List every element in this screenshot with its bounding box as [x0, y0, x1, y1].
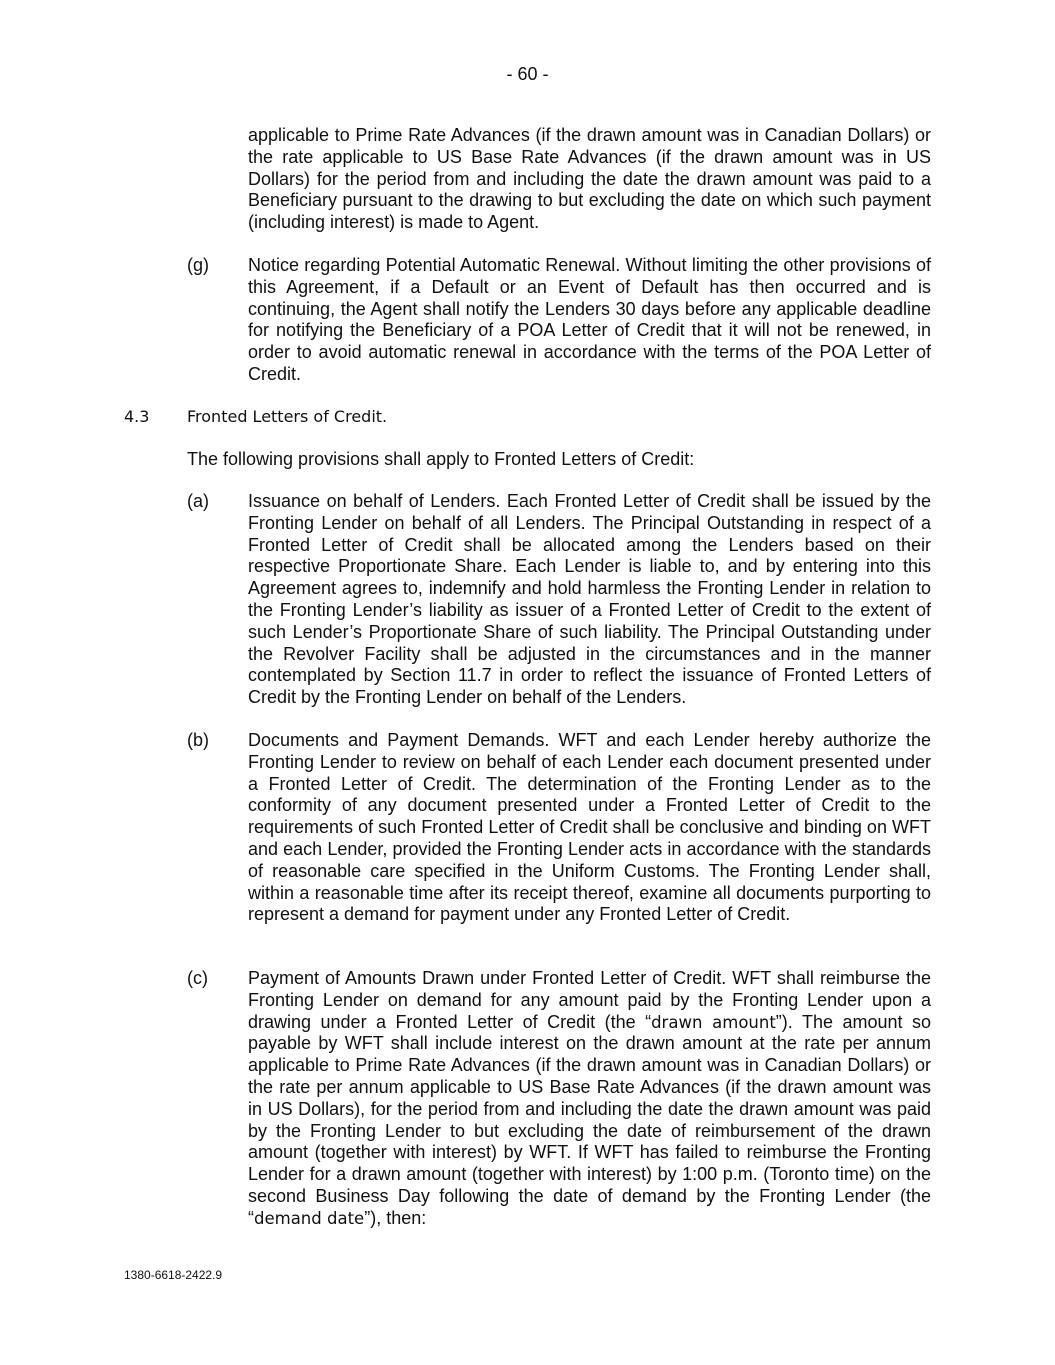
defined-term-drawn-amount: drawn amount	[651, 1012, 776, 1032]
section-title: Fronted Letters of Credit.	[187, 407, 388, 426]
item-c-marker: (c)	[187, 968, 208, 988]
item-g-paragraph: Notice regarding Potential Automatic Renewal. Without limiting the other provisions of this Agreement, if a Default or an Event of Default has then occurred and is continuing, the Agent shall notify the Lenders 30 days before any applicable deadline for notifying the Beneficiary of a POA Letter of Credit that it will not be renewed, in order to avoid automatic renewal in accordance with the terms of the POA Letter of Credit.	[248, 255, 931, 384]
defined-term-demand-date: demand date	[254, 1208, 365, 1228]
item-c-text-2: ”). The amount so payable by WFT shall include interest on the drawn amount at the rate per annum applicable to Prime Rate Advances (if the drawn amount was in Canadian Dollars) or the rate per annum applicable to US Base Rate Advances (if the drawn amount was in US Dollars), for the period from and including the date the drawn amount was paid by the Fronting Lender to but excluding the date of reimbursement of the drawn amount (together with interest) by WFT. If WFT has failed to reimburse the Fronting Lender for a drawn amount (together with interest) by 1:00 p.m. (Toronto time) on the second Business Day following the date of demand by the Fronting Lender (the “	[248, 1011, 931, 1228]
item-b-marker: (b)	[187, 730, 209, 750]
page-number: - 60 -	[506, 64, 549, 84]
item-c-text-1: Payment of Amounts Drawn under Fronted Letter of Credit. WFT shall reimburse the Fronting Lender on demand for any amount paid by the Fronting Lender upon a drawing under a Fronted Letter of Credit (the “	[248, 968, 931, 1032]
continued-paragraph: applicable to Prime Rate Advances (if the drawn amount was in Canadian Dollars) or the rate applicable to US Base Rate Advances (if the drawn amount was in US Dollars) for the period from and including the date the drawn amount was paid to a Beneficiary pursuant to the drawing to but excluding the date on which such payment (including interest) is made to Agent.	[248, 125, 931, 233]
item-b-paragraph: Documents and Payment Demands. WFT and each Lender hereby authorize the Fronting Lender to review on behalf of each Lender each document presented under a Fronted Letter of Credit. The determination of the Fronting Lender as to the conformity of any document presented under a Fronted Letter of Credit to the requirements of such Fronted Letter of Credit shall be conclusive and binding on WFT and each Lender, provided the Fronting Lender acts in accordance with the standards of reasonable care specified in the Uniform Customs. The Fronting Lender shall, within a reasonable time after its receipt thereof, examine all documents purporting to represent a demand for payment under any Fronted Letter of Credit.	[248, 730, 931, 925]
item-a-paragraph: Issuance on behalf of Lenders. Each Fronted Letter of Credit shall be issued by the Fronting Lender on behalf of all Lenders. The Principal Outstanding in respect of a Fronted Letter of Credit shall be allocated among the Lenders based on their respective Proportionate Share. Each Lender is liable to, and by entering into this Agreement agrees to, indemnify and hold harmless the Fronting Lender in relation to the Fronting Lender’s liability as issuer of a Fronted Letter of Credit to the extent of such Lender’s Proportionate Share of such liability. The Principal Outstanding under the Revolver Facility shall be adjusted in the circumstances and in the manner contemplated by Section 11.7 in order to reflect the issuance of Fronted Letters of Credit by the Fronting Lender on behalf of the Lenders.	[248, 491, 931, 708]
item-a-marker: (a)	[187, 491, 209, 511]
item-g-marker: (g)	[187, 255, 209, 275]
item-c-text-3: ”), then:	[364, 1207, 427, 1228]
section-intro: The following provisions shall apply to Fronted Letters of Credit:	[187, 449, 695, 469]
item-c-paragraph	[248, 968, 931, 1230]
footer-document-id: 1380-6618-2422.9	[124, 1268, 223, 1282]
section-number: 4.3	[124, 407, 150, 426]
